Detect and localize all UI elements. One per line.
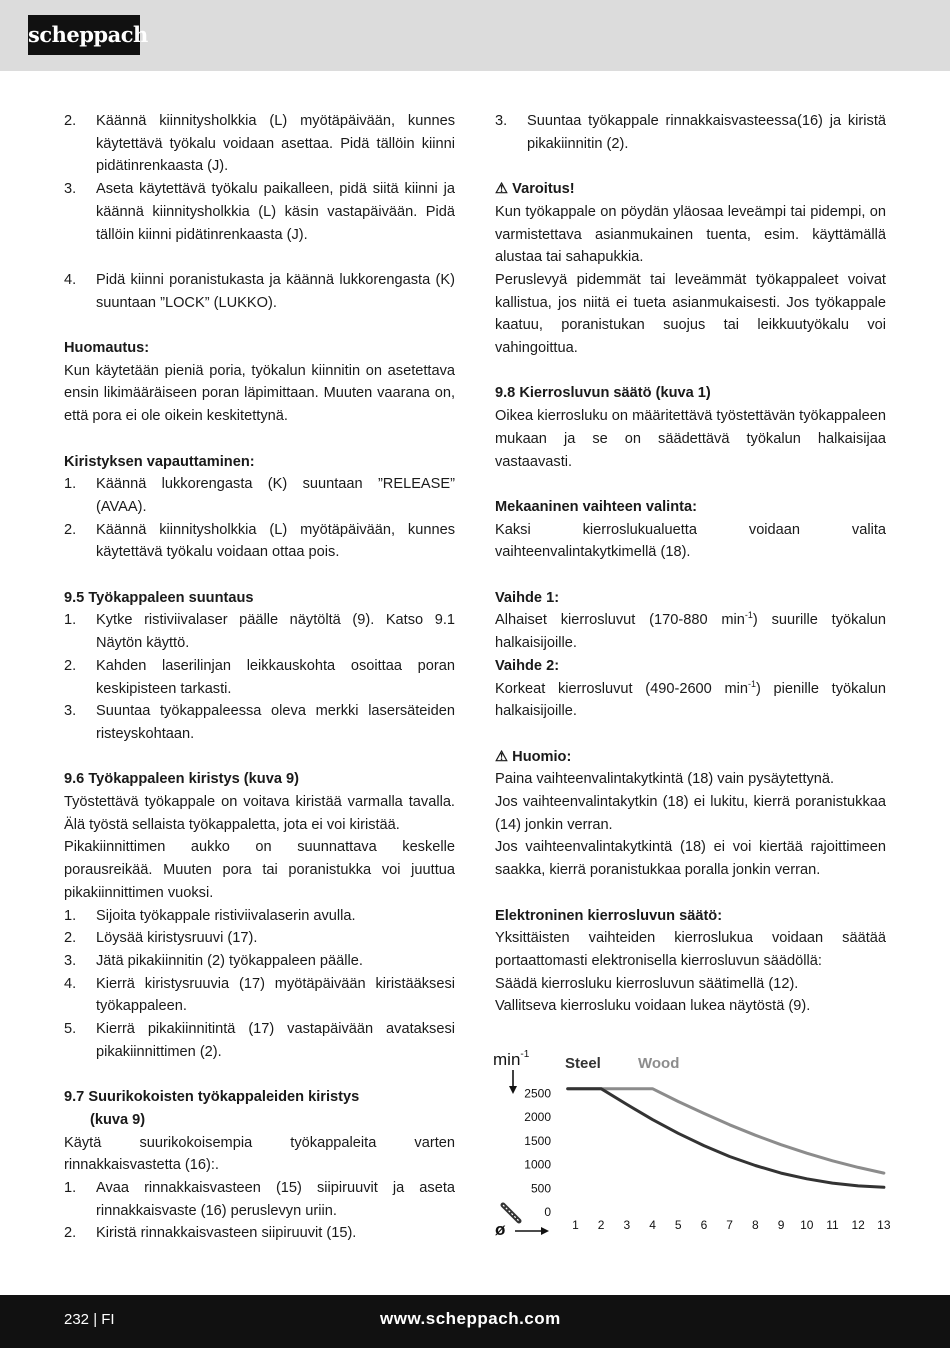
speed-chart — [485, 1040, 905, 1250]
left-column — [64, 110, 455, 1245]
paragraph: Yksittäisten vaihteiden kierroslukua voidaan säätää portaattomasti elektronisella kierrosluvun säädöllä: — [495, 930, 886, 969]
list-item: 5. Kierrä pikakiinnitintä (17) vastapäivään avataksesi pikakiinnittimen (2). — [64, 1021, 455, 1060]
x-tick-label: 8 — [752, 1218, 759, 1232]
list-item: 2. Kahden laserilinjan leikkauskohta osoittaa poran keskipisteen tarkasti. — [64, 657, 455, 697]
mech-heading: Mekaaninen vaihteen valinta: — [495, 498, 697, 515]
y-tick-label: 0 — [544, 1205, 551, 1219]
x-tick-label: 10 — [800, 1218, 814, 1232]
legend — [565, 1055, 679, 1072]
x-tick-label: 7 — [726, 1218, 733, 1232]
paragraph: Säädä kierrosluku kierrosluvun säätimellä (12). — [495, 975, 799, 992]
list-item: 4. Pidä kiinni poranistukasta ja käännä lukkorengasta (K) suuntaan ”LOCK” (LUKKO). — [64, 271, 455, 311]
paragraph: Vallitseva kierrosluku voidaan lukea näytöstä (9). — [495, 998, 811, 1015]
list-item: 3. Aseta käytettävä työkalu paikalleen, pidä siitä kiinni ja käännä kiinnitysholkkia (L) käsin vastapäivään. Pidä tällöin kiinni pidätinrenkaasta (J). — [64, 181, 455, 243]
series-line-wood — [568, 1089, 884, 1173]
paragraph: Alhaiset kierrosluvut (170-880 $\min^{-1}$) suurille työkalun halkaisijoille. — [495, 610, 886, 652]
list-item: 3. Suuntaa työkappaleessa oleva merkki lasersäteiden risteyskohtaan. — [64, 703, 455, 742]
y-axis-arrowhead — [509, 1086, 517, 1094]
x-tick-label: 2 — [597, 1218, 605, 1232]
list-item: 1. Kytke ristiviivalaser päälle näytöltä (9). Katso 9.1 Näytön käyttö. — [64, 612, 455, 652]
x-tick-label: 11 — [826, 1218, 839, 1232]
x-tick-label: 3 — [623, 1218, 631, 1232]
section-heading-9-8: 9.8 Kierrosluvun säätö (kuva 1) — [495, 385, 711, 402]
x-tick-label: 5 — [674, 1218, 682, 1232]
gear2-heading: Vaihde 2: — [495, 657, 560, 674]
section-heading-9-5: 9.5 Työkappaleen suuntaus — [64, 589, 254, 606]
x-tick-label: 13 — [877, 1218, 891, 1232]
y-tick-label: 500 — [530, 1181, 551, 1196]
x-tick-label: 1 — [572, 1218, 579, 1232]
paragraph: Peruslevyä pidemmät tai leveämmät työkappaleet voivat kallistua, jos niitä ei tueta asianmukaisesti. Jos työkappale kaatuu, poranistukan suojus tai leikkuutyökalu voi vahingoittua. — [495, 271, 886, 357]
section-heading-9-7-ref: (kuva 9) — [90, 1111, 146, 1128]
list-item: 1. Sijoita työkappale ristiviivalaserin avulla. — [64, 907, 356, 924]
list-item: 2. Löysää kiristysruuvi (17). — [64, 930, 258, 947]
list-item: 4. Kierrä kiristysruuvia (17) myötäpäivään kiristääksesi työkappaleen. — [64, 975, 455, 1015]
warning-icon: ⚠ — [495, 748, 509, 765]
y-tick-label: 1500 — [524, 1133, 551, 1148]
list-item: 2. Käännä kiinnitysholkkia (L) myötäpäivään, kunnes käytettävä työkalu voidaan asettaa. Pidä tällöin kiinni pidätinrenkaasta (J). — [64, 113, 455, 175]
warning-icon: ⚠ — [495, 181, 509, 198]
paragraph: Jos vaihteenvalintakytkin (18) ei lukitu, kierrä poranistukkaa (14) jonkin verran. — [495, 794, 886, 833]
x-axis-arrowhead — [541, 1227, 549, 1235]
series-line-steel — [568, 1089, 884, 1188]
drill-icon — [503, 1205, 519, 1221]
paragraph: Paina vaihteenvalintakytkintä (18) vain pysäytettynä. — [495, 771, 835, 788]
header-band — [0, 0, 950, 71]
warning-heading: ⚠ Varoitus! — [495, 181, 575, 198]
right-column — [495, 110, 886, 1018]
website-link[interactable]: www.scheppach.com — [380, 1309, 561, 1328]
section-heading-9-6: 9.6 Työkappaleen kiristys (kuva 9) — [64, 771, 299, 788]
paragraph: Kaksi kierroslukualuetta voidaan valita vaihteenvalintakytkimellä (18). — [495, 521, 886, 561]
legend-steel: Steel — [565, 1055, 601, 1072]
x-tick-label: 12 — [851, 1218, 865, 1232]
y-tick-label: 1000 — [524, 1157, 551, 1172]
paragraph: Korkeat kierrosluvut (490-2600 $\min^{-1}$) pienille työkalun halkaisijoille. — [495, 678, 886, 720]
brand-logo: scheppach — [28, 15, 140, 55]
series-lines — [568, 1089, 884, 1188]
notice-heading: ⚠ Huomio: — [495, 748, 572, 765]
electronic-heading: Elektroninen kierrosluvun säätö: — [495, 907, 723, 924]
legend-wood: Wood — [638, 1055, 680, 1072]
gear1-heading: Vaihde 1: — [495, 589, 560, 606]
list-item: 3. Jätä pikakiinnitin (2) työkappaleen päälle. — [64, 952, 363, 969]
x-axis-label: ø — [495, 1220, 506, 1239]
list-item: 1. Käännä lukkorengasta (K) suuntaan ”RELEASE” (AVAA). — [64, 476, 455, 515]
footer — [0, 1295, 950, 1348]
paragraph: Oikea kierrosluku on määritettävä työstettävän työkappaleen mukaan ja se on säädettävä työkalun halkaisijaa vastaavasti. — [495, 408, 887, 470]
x-ticks — [572, 1218, 891, 1232]
note-heading: Huomautus: — [64, 340, 150, 356]
list-item: 1. Avaa rinnakkaisvasteen (15) siipiruuvit ja aseta rinnakkaisvaste (16) peruslevyn uriin. — [64, 1179, 455, 1219]
x-tick-label: 4 — [649, 1218, 656, 1232]
y-ticks — [524, 1086, 551, 1219]
list-item: 3. Suuntaa työkappale rinnakkaisvasteessa(16) ja kiristä pikakiinnitin (2). — [495, 113, 886, 152]
y-tick-label: 2500 — [524, 1086, 551, 1101]
paragraph: Käytä suurikokoisempia työkappaleita varten rinnakkaisvastetta (16):. — [64, 1134, 455, 1174]
paragraph: Pikakiinnittimen aukko on suunnattava keskelle porausreikää. Muuten pora tai poranistukka voi juuttua pikakiinnittimen vuoksi. — [64, 839, 455, 901]
paragraph: Kun työkappale on pöydän yläosaa leveämpi tai pidempi, on varmistettava asianmukainen tuenta, esim. käyttämällä alustaa tai sahapukkia. — [495, 203, 886, 266]
list-item: 2. Käännä kiinnitysholkkia (L) myötäpäivään, kunnes käytettävä työkalu voidaan ottaa pois. — [64, 521, 455, 561]
release-heading: Kiristyksen vapauttaminen: — [64, 453, 255, 470]
paragraph: Jos vaihteenvalintakytkintä (18) ei voi kiertää rajoittimeen saakka, kierrä poranistukkaa poralla jonkin verran. — [495, 839, 886, 879]
x-tick-label: 9 — [777, 1218, 785, 1232]
y-axis-label: $\min^{-1}$ — [493, 1049, 530, 1069]
x-tick-label: 6 — [700, 1218, 708, 1232]
paragraph: Työstettävä työkappale on voitava kiristää varmalla tavalla. Älä työstä sellaista työkappaletta, jota ei voi kiristää. — [64, 794, 455, 833]
note-text: Kun käytetään pieniä poria, työkalun kiinnitin on asetettava ensin likimääräiseen poran läpimittaan. Muuten vaarana on, että pora ei ole oikein keskitettynä. — [64, 362, 455, 425]
list-item: 2. Kiristä rinnakkaisvasteen siipiruuvit (15). — [64, 1225, 357, 1242]
y-tick-label: 2000 — [524, 1110, 551, 1125]
page-number: 232 | FI — [64, 1311, 115, 1328]
section-heading-9-7: 9.7 Suurikokoisten työkappaleiden kiristys — [64, 1089, 360, 1106]
